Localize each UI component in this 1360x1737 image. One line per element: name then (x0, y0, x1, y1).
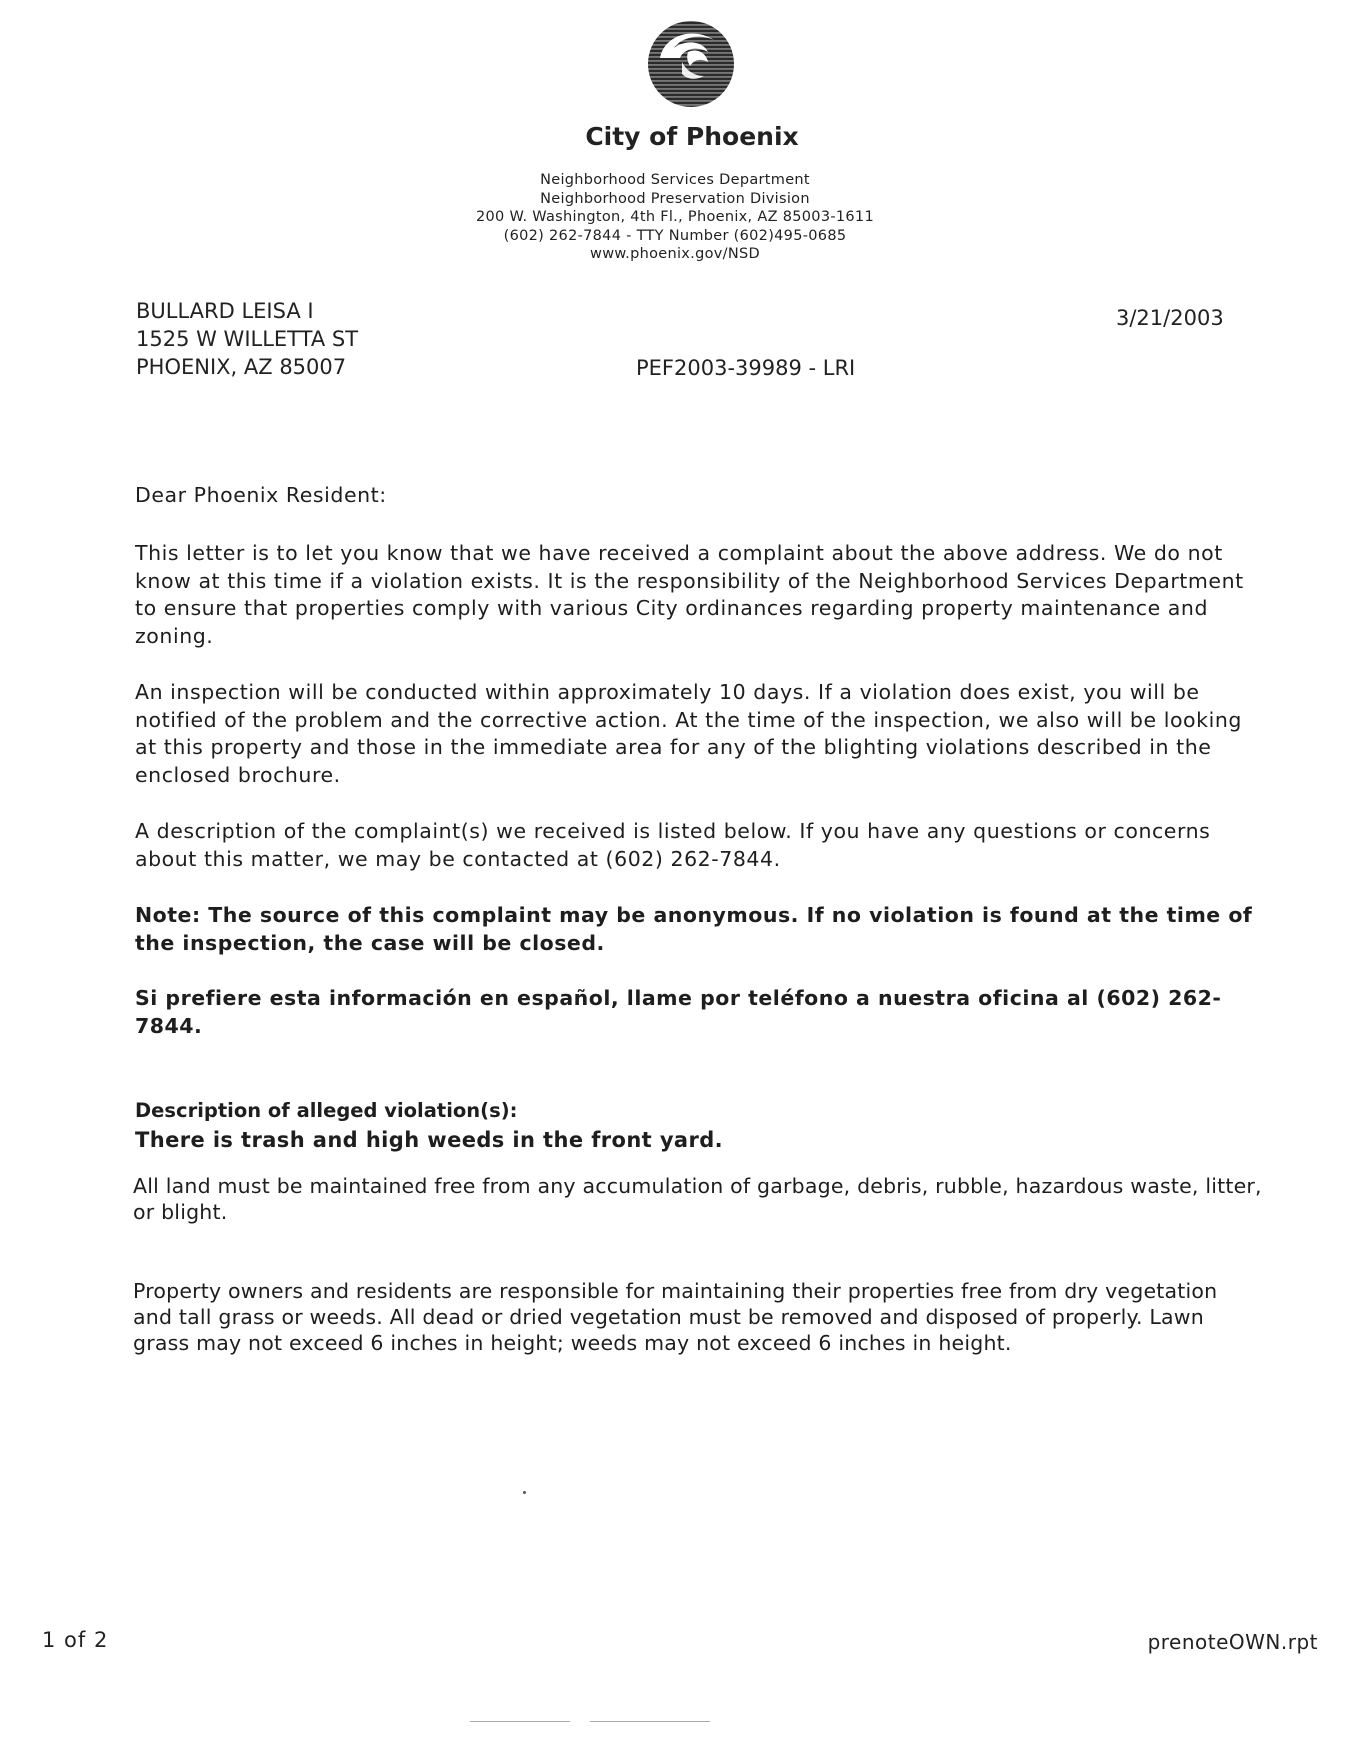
office-website: www.phoenix.gov/NSD (590, 246, 760, 262)
letter-date: 3/21/2003 (1116, 306, 1224, 330)
report-name: prenoteOWN.rpt (1147, 1630, 1318, 1654)
recipient-city: PHOENIX, AZ 85007 (136, 355, 347, 379)
salutation: Dear Phoenix Resident: (135, 483, 387, 507)
recipient-name: BULLARD LEISA I (136, 299, 314, 323)
scan-artifact-line (470, 1721, 570, 1722)
recipient-address-block (136, 297, 358, 381)
scan-artifact (523, 1491, 526, 1494)
organization-name: City of Phoenix (585, 122, 799, 151)
case-number: PEF2003-39989 - LRI (636, 356, 856, 380)
ordinance-text-vegetation: Property owners and residents are responsible for maintaining their properties free from dry vegetation and tall grass or weeds. All dead or dried vegetation must be removed and disposed of properly. Lawn grass may not exceed 6 inches in height; weeds may not exceed 6 inches in height. (133, 1279, 1218, 1355)
office-phone: (602) 262-7844 - TTY Number (602)495-0685 (503, 227, 847, 244)
violation-description: There is trash and high weeds in the front yard. (135, 1128, 724, 1152)
paragraph-complaint-received: This letter is to let you know that we have received a complaint about the above address. We do not know at this time if a violation exists. It is the responsibility of the Neighborhood Services Department to ensure that properties comply with various City ordinances regarding property maintenance and zoning. (135, 541, 1244, 648)
paragraph-contact: A description of the complaint(s) we received is listed below. If you have any questions or concerns about this matter, we may be contacted at (602) 262-7844. (135, 819, 1211, 871)
violation-label: Description of alleged violation(s): (135, 1099, 518, 1122)
division-name: Neighborhood Preservation Division (540, 190, 810, 207)
recipient-street: 1525 W WILLETTA ST (136, 327, 359, 351)
paragraph-inspection: An inspection will be conducted within approximately 10 days. If a violation does exist, you will be notified of the problem and the corrective action. At the time of the inspection, we also will be looking at this property and those in the immediate area for any of the blighting violations described in the enclosed brochure. (135, 680, 1242, 787)
anonymous-note: Note: The source of this complaint may be anonymous. If no violation is found at the time of the inspection, the case will be closed. (135, 903, 1253, 955)
office-address: 200 W. Washington, 4th Fl., Phoenix, AZ 85003-1611 (476, 209, 874, 225)
page-number: 1 of 2 (42, 1628, 109, 1652)
letterhead-details (0, 171, 1350, 264)
phoenix-bird-logo-icon (644, 18, 738, 108)
spanish-note: Si prefiere esta información en español, llame por teléfono a nuestra oficina al (602) 262-7844. (135, 986, 1222, 1038)
ordinance-text-garbage: All land must be maintained free from any accumulation of garbage, debris, rubble, hazardous waste, litter, or blight. (133, 1174, 1262, 1224)
department-name: Neighborhood Services Department (540, 172, 810, 188)
scan-artifact-line (590, 1721, 710, 1722)
